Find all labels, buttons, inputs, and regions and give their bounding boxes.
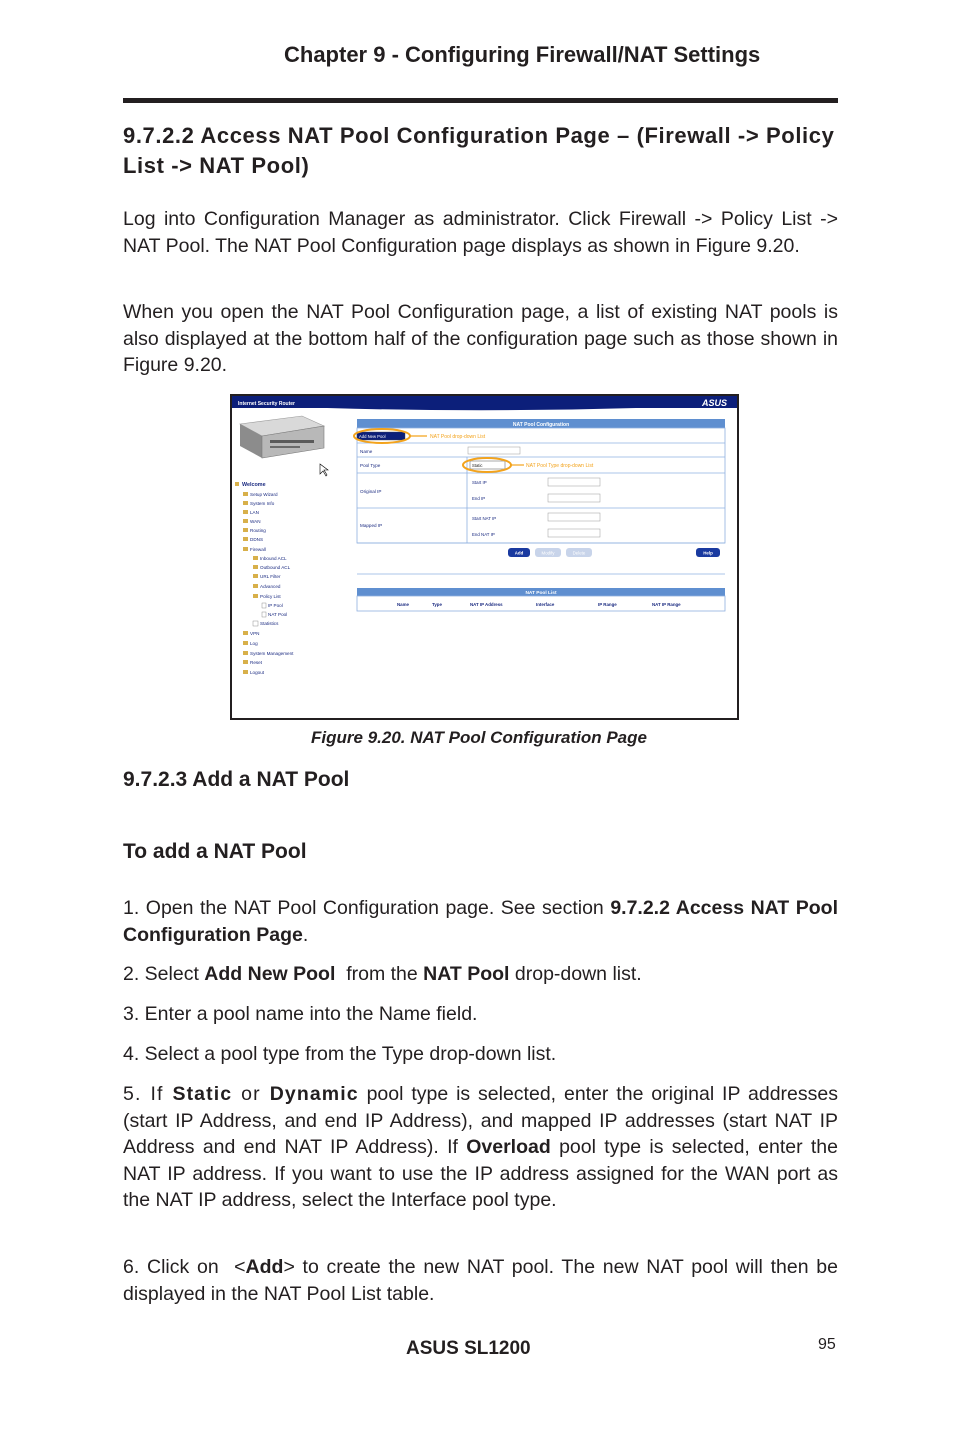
nav-item: Welcome	[242, 482, 266, 488]
section-title-access: 9.7.2.2 Access NAT Pool Configuration Page – (Firewall -> Policy List -> NAT Pool)	[123, 123, 835, 178]
nav-item: System Management	[250, 651, 294, 656]
nav-item: Routing	[250, 528, 266, 533]
paragraph-access-2: When you open the NAT Pool Configuration page, a list of existing NAT pools is also displayed at the bottom half of the configuration page such as those shown in Figure 9.20.	[123, 301, 838, 376]
header-rule	[123, 98, 838, 103]
subsection-title: To add a NAT Pool	[123, 840, 307, 863]
nav-item: Setup Wizard	[250, 492, 278, 497]
router-device-image	[240, 416, 324, 458]
figure-screenshot	[230, 394, 739, 720]
nav-item: Reset	[250, 660, 263, 665]
nav-item: Policy List	[260, 594, 281, 599]
footer-product: ASUS SL1200	[406, 1338, 531, 1359]
nav-item: LAN	[250, 510, 259, 515]
start-nat-ip-label: Start NAT IP	[472, 516, 497, 521]
nav-item: Advanced	[260, 584, 281, 589]
help-button-label: Help	[703, 550, 713, 556]
nav-item: System Info	[250, 501, 275, 506]
config-title: NAT Pool Configuration	[512, 422, 570, 428]
step-4: 4. Select a pool type from the Type drop-down list.	[123, 1043, 557, 1065]
nav-item: Outbound ACL	[260, 565, 291, 570]
list-column-header: Interface	[536, 602, 555, 607]
nav-item: Log	[250, 641, 258, 646]
nav-item: WAN	[250, 519, 261, 524]
paragraph-access-1: Log into Configuration Manager as administrator. Click Firewall -> Policy List -> NAT Pool. The NAT Pool Configuration page displays as shown in Figure 9.20.	[123, 208, 838, 257]
list-title: NAT Pool List	[525, 591, 557, 596]
nav-item: URL Filter	[260, 574, 281, 579]
figure-caption: Figure 9.20. NAT Pool Configuration Page	[311, 728, 647, 747]
name-input[interactable]	[468, 447, 520, 454]
start-ip-label: Start IP	[472, 480, 487, 485]
end-nat-ip-label: End NAT IP	[472, 532, 495, 537]
end-ip-label: End IP	[472, 496, 486, 501]
step-3: 3. Enter a pool name into the Name field.	[123, 1003, 478, 1025]
step-1: 1. Open the NAT Pool Configuration page. See section 9.7.2.2 Access NAT Pool Configuration Page.	[123, 897, 838, 946]
add-button-label: Add	[514, 550, 524, 556]
modify-button-label: Modify	[541, 550, 555, 556]
pool-select-value: Add New Pool	[359, 434, 386, 439]
nav-item: Logout	[250, 670, 265, 675]
page-number: 95	[818, 1336, 836, 1353]
nav-item: Inbound ACL	[260, 556, 287, 561]
start-nat-ip-input[interactable]	[548, 513, 600, 521]
navigation-tree	[235, 482, 294, 675]
app-title: Internet Security Router	[238, 401, 295, 407]
nav-item: VPN	[250, 631, 260, 636]
pool-type-value: Static	[472, 463, 483, 468]
nav-item: IP Pool	[268, 603, 283, 608]
end-ip-input[interactable]	[548, 494, 600, 502]
step-2: 2. Select Add New Pool from the NAT Pool drop-down list.	[123, 963, 642, 985]
list-column-header: NAT IP Range	[652, 602, 681, 607]
pool-select-hint: NAT Pool drop-down List	[430, 434, 486, 440]
mapped-ip-label: Mapped IP	[360, 523, 383, 528]
list-column-header: Name	[397, 602, 409, 607]
section-title-add: 9.7.2.3 Add a NAT Pool	[123, 768, 350, 791]
nav-item: NAT Pool	[268, 612, 288, 617]
list-column-header: NAT IP Address	[470, 602, 503, 607]
chapter-header: Chapter 9 - Configuring Firewall/NAT Settings	[284, 42, 761, 67]
end-nat-ip-input[interactable]	[548, 529, 600, 537]
start-ip-input[interactable]	[548, 478, 600, 486]
delete-button-label: Delete	[572, 550, 586, 556]
list-column-header: Type	[432, 602, 442, 607]
pool-type-label: Pool Type	[360, 463, 381, 468]
step-5: 5. If Static or Dynamic pool type is selected, enter the original IP addresses (start IP Address, and end IP Address), and mapped IP addresses (start NAT IP Address and end NAT IP Address). If Overload pool type is selected, enter the NAT IP address. If you want to use the IP address assigned for the WAN port as the NAT IP address, select the Interface pool type.	[123, 1083, 838, 1211]
nav-item: Firewall	[250, 547, 266, 552]
nav-item: DDNS	[250, 537, 264, 542]
name-label: Name	[360, 449, 373, 454]
original-ip-label: Original IP	[360, 489, 382, 494]
nav-item: Statistics	[260, 621, 279, 626]
mouse-cursor-icon	[320, 464, 328, 476]
asus-logo: ASUS	[702, 398, 728, 408]
pool-type-hint: NAT Pool Type drop-down List	[526, 463, 594, 469]
list-column-header: IP Range	[598, 602, 617, 607]
step-6: 6. Click on <Add> to create the new NAT pool. The new NAT pool will then be displayed in the NAT Pool List table.	[123, 1256, 839, 1305]
